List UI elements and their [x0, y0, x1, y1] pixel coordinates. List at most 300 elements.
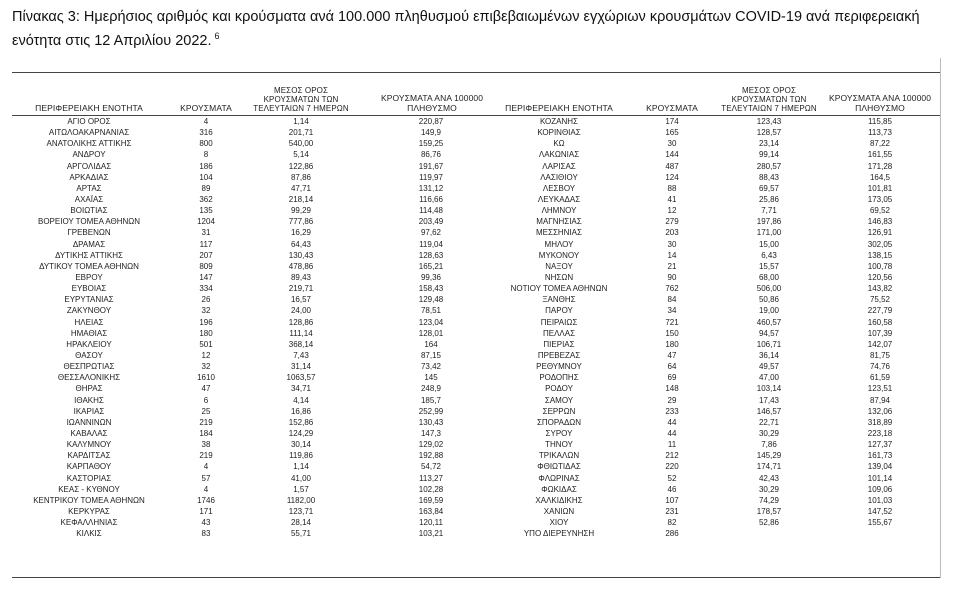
cell-region-right: ΛΑΡΙΣΑΣ: [542, 161, 576, 171]
cell-cases-left: 31: [201, 228, 211, 238]
cell-cases-left: 4: [203, 117, 209, 126]
cell-region-right: ΦΛΩΡΙΝΑΣ: [538, 473, 580, 483]
cell-cases-left: 104: [199, 172, 213, 182]
cell-per100k-left: 131,12: [418, 183, 444, 193]
cell-per100k-right: 75,52: [869, 295, 891, 305]
cell-region-left: ΚΑΡΔΙΤΣΑΣ: [67, 451, 111, 461]
cell-per100k-left: 102,28: [418, 484, 444, 494]
cell-cases-right: 174: [665, 117, 679, 126]
table-row: [12, 461, 940, 472]
cell-avg7-left: 5,14: [293, 150, 309, 160]
cell-cases-right: 44: [667, 417, 677, 427]
cell-per100k-right: 161,55: [867, 150, 893, 160]
cell-cases-left: 207: [199, 250, 213, 260]
cell-avg7-right: 36,14: [758, 350, 780, 360]
cell-per100k-left: 97,62: [420, 228, 442, 238]
table-row: [12, 406, 940, 417]
cell-per100k-right: 107,39: [867, 328, 893, 338]
header-region-right: ΠΕΡΙΦΕΡΕΙΑΚΗ ΕΝΟΤΗΤΑ: [505, 103, 613, 113]
cell-cases-left: 184: [199, 428, 213, 438]
cell-cases-right: 144: [665, 150, 679, 160]
cell-per100k-right: 74,76: [869, 362, 891, 372]
cell-region-left: ΚΙΛΚΙΣ: [76, 529, 102, 539]
table-row: [12, 350, 940, 361]
cell-per100k-left: 145: [424, 373, 438, 383]
cell-per100k-right: 223,18: [867, 428, 893, 438]
cell-per100k-right: 126,91: [867, 228, 893, 238]
cell-per100k-right: [825, 528, 935, 539]
cell-cases-right: 212: [665, 451, 679, 461]
cell-cases-right: 721: [665, 317, 679, 327]
cell-region-left: ΙΚΑΡΙΑΣ: [73, 406, 105, 416]
cell-per100k-left: 128,01: [418, 328, 444, 338]
cell-per100k-right: 61,59: [869, 373, 891, 383]
header-per100k-left: ΚΡΟΥΣΜΑΤΑ ΑΝΑ 100000 ΠΛΗΘΥΣΜΟ: [380, 93, 484, 113]
cell-avg7-right: 22,71: [758, 417, 780, 427]
cell-per100k-left: 129,48: [418, 295, 444, 305]
cell-per100k-right: 302,05: [867, 239, 893, 249]
table-header: [12, 88, 940, 115]
cell-per100k-right: 101,03: [867, 495, 893, 505]
cell-per100k-right: 142,07: [867, 339, 893, 349]
cell-region-right: ΡΟΔΟΠΗΣ: [539, 373, 579, 383]
cell-avg7-right: 74,29: [758, 495, 780, 505]
cell-avg7-left: 64,43: [290, 239, 312, 249]
cell-region-left: ΒΟΡΕΙΟΥ ΤΟΜΕΑ ΑΘΗΝΩΝ: [37, 217, 141, 227]
cell-cases-right: 21: [667, 261, 677, 271]
table-row: [12, 528, 940, 539]
cell-per100k-right: 87,22: [869, 139, 891, 149]
table-row: [12, 250, 940, 261]
cell-cases-left: 186: [199, 161, 213, 171]
cell-avg7-left: 123,71: [288, 506, 314, 516]
header-avg7-left: ΜΕΣΟΣ ΟΡΟΣ ΚΡΟΥΣΜΑΤΩΝ ΤΩΝ ΤΕΛΕΥΤΑΙΩΝ 7 ΗΜΕΡΩΝ: [253, 86, 349, 113]
cell-avg7-right: 52,86: [758, 518, 780, 528]
cell-avg7-left: 777,86: [288, 217, 314, 227]
cell-cases-right: 84: [667, 295, 677, 305]
cell-region-left: ΑΝΔΡΟΥ: [72, 150, 106, 160]
cell-cases-right: 52: [667, 473, 677, 483]
table-row: [12, 194, 940, 205]
cell-cases-right: 762: [665, 284, 679, 294]
cell-cases-right: 148: [665, 384, 679, 394]
cell-avg7-left: 218,14: [288, 194, 314, 204]
cell-cases-left: 25: [201, 406, 211, 416]
table-row: [12, 473, 940, 484]
cell-region-right: ΚΩ: [553, 139, 565, 149]
cell-region-right: ΝΗΣΩΝ: [544, 272, 574, 282]
cell-region-left: ΕΥΒΟΙΑΣ: [71, 284, 107, 294]
cell-avg7-right: 145,29: [756, 451, 782, 461]
cell-cases-left: 147: [199, 272, 213, 282]
cell-region-left: ΑΡΚΑΔΙΑΣ: [69, 172, 109, 182]
cell-avg7-left: 1063,57: [286, 373, 316, 383]
cell-region-right: ΚΟΡΙΝΘΙΑΣ: [537, 128, 581, 138]
cell-region-left: ΑΙΤΩΛΟΑΚΑΡΝΑΝΙΑΣ: [48, 128, 130, 138]
cell-per100k-left: 248,9: [420, 384, 442, 394]
cell-per100k-left: 149,9: [420, 128, 442, 138]
cell-cases-right: 29: [667, 395, 677, 405]
cell-region-left: ΚΑΛΥΜΝΟΥ: [66, 440, 112, 450]
table-row: [12, 439, 940, 450]
cell-per100k-left: 192,88: [418, 451, 444, 461]
cell-per100k-left: 165,21: [418, 261, 444, 271]
header-avg7-right: ΜΕΣΟΣ ΟΡΟΣ ΚΡΟΥΣΜΑΤΩΝ ΤΩΝ ΤΕΛΕΥΤΑΙΩΝ 7 ΗΜΕΡΩΝ: [721, 86, 817, 113]
cell-cases-left: 32: [201, 362, 211, 372]
cell-avg7-right: 50,86: [758, 295, 780, 305]
cell-avg7-right: 47,00: [758, 373, 780, 383]
cell-per100k-left: 220,87: [418, 117, 444, 126]
table-row: [12, 484, 940, 495]
cell-cases-right: 220: [665, 462, 679, 472]
cell-per100k-right: 100,78: [867, 261, 893, 271]
cell-per100k-left: 103,21: [418, 529, 444, 539]
cell-per100k-left: 113,27: [419, 473, 443, 483]
cell-region-left: ΚΕΑΣ - ΚΥΘΝΟΥ: [58, 484, 120, 494]
cell-avg7-left: 368,14: [288, 339, 314, 349]
cell-avg7-left: 16,57: [290, 295, 312, 305]
cell-region-right: ΚΟΖΑΝΗΣ: [539, 117, 579, 126]
cell-cases-left: 32: [201, 306, 211, 316]
cell-per100k-right: 127,37: [867, 440, 893, 450]
cell-avg7-right: 68,00: [758, 272, 780, 282]
cell-per100k-right: 171,28: [867, 161, 893, 171]
cell-avg7-left: 1,57: [293, 484, 309, 494]
cell-region-left: ΑΧΑΪΑΣ: [74, 194, 104, 204]
cell-avg7-right: 15,00: [758, 239, 780, 249]
cell-region-left: ΑΡΤΑΣ: [76, 183, 102, 193]
cell-cases-left: 47: [201, 384, 211, 394]
cell-region-right: ΠΕΙΡΑΙΩΣ: [540, 317, 578, 327]
cell-region-right: ΦΘΙΩΤΙΔΑΣ: [537, 462, 581, 472]
cell-avg7-right: 103,14: [756, 384, 782, 394]
cell-avg7-right: 25,86: [758, 194, 780, 204]
cell-region-right: ΡΟΔΟΥ: [545, 384, 573, 394]
table-row: [12, 395, 940, 406]
cell-per100k-left: 203,49: [418, 217, 444, 227]
table-row: [12, 361, 940, 372]
cell-avg7-left: 1,14: [293, 117, 309, 126]
cell-region-left: ΚΑΡΠΑΘΟΥ: [66, 462, 112, 472]
cell-avg7-right: [714, 528, 824, 539]
cell-per100k-left: 191,67: [418, 161, 444, 171]
table-bottom-rule: [12, 577, 940, 578]
cell-avg7-left: 16,86: [290, 406, 312, 416]
cell-cases-right: 150: [665, 328, 679, 338]
cell-cases-right: 34: [667, 306, 677, 316]
table-caption: [12, 8, 948, 51]
cell-avg7-left: 128,86: [288, 317, 314, 327]
cell-per100k-right: 132,06: [867, 406, 893, 416]
cell-avg7-right: 106,71: [756, 339, 782, 349]
table-row: [12, 417, 940, 428]
cell-per100k-right: 109,06: [867, 484, 893, 494]
cell-per100k-right: 101,14: [867, 473, 893, 483]
cell-avg7-right: 7,86: [761, 440, 777, 450]
cell-avg7-right: 178,57: [756, 506, 782, 516]
header-cases-left: ΚΡΟΥΣΜΑΤΑ: [180, 103, 232, 113]
cell-region-left: ΙΩΑΝΝΙΝΩΝ: [66, 417, 112, 427]
cell-avg7-left: 478,86: [288, 261, 314, 271]
cell-region-left: ΚΕΡΚΥΡΑΣ: [68, 506, 110, 516]
cell-region-left: ΚΕΝΤΡΙΚΟΥ ΤΟΜΕΑ ΑΘΗΝΩΝ: [33, 495, 145, 505]
table-row: [12, 294, 940, 305]
cell-per100k-left: 159,25: [418, 139, 444, 149]
cell-region-left: ΕΥΡΥΤΑΝΙΑΣ: [64, 295, 114, 305]
cell-cases-right: 165: [665, 128, 679, 138]
cell-region-left: ΔΥΤΙΚΟΥ ΤΟΜΕΑ ΑΘΗΝΩΝ: [39, 261, 139, 271]
cell-region-right: ΠΙΕΡΙΑΣ: [543, 339, 575, 349]
cell-region-left: ΑΓΙΟ ΟΡΟΣ: [67, 117, 111, 126]
cell-cases-left: 334: [199, 284, 213, 294]
cell-region-right: ΣΠΟΡΑΔΩΝ: [536, 417, 582, 427]
cell-per100k-left: 114,48: [419, 206, 443, 216]
cell-per100k-left: 163,84: [418, 506, 444, 516]
cell-region-right: ΧΙΟΥ: [549, 518, 569, 528]
cell-avg7-left: 540,00: [288, 139, 314, 149]
cell-cases-left: 1610: [197, 373, 215, 383]
cell-per100k-right: 138,15: [867, 250, 893, 260]
cell-per100k-left: 119,97: [419, 172, 443, 182]
cell-cases-right: 180: [665, 339, 679, 349]
header-region-left: ΠΕΡΙΦΕΡΕΙΑΚΗ ΕΝΟΤΗΤΑ: [35, 103, 143, 113]
cell-region-right: ΠΡΕΒΕΖΑΣ: [537, 350, 581, 360]
cell-avg7-right: 197,86: [756, 217, 782, 227]
cell-cases-right: 487: [665, 161, 679, 171]
cell-cases-left: 1746: [197, 495, 215, 505]
cell-cases-left: 4: [203, 462, 209, 472]
table-row: [12, 216, 940, 227]
table-top-rule: [12, 72, 940, 73]
cell-region-right: ΣΥΡΟΥ: [545, 428, 573, 438]
cell-region-right: ΝΟΤΙΟΥ ΤΟΜΕΑ ΑΘΗΝΩΝ: [510, 284, 608, 294]
cell-region-left: ΔΡΑΜΑΣ: [72, 239, 106, 249]
cell-avg7-right: 15,57: [758, 261, 780, 271]
cell-per100k-left: 120,11: [419, 518, 443, 528]
cell-avg7-right: 128,57: [756, 128, 782, 138]
cell-avg7-left: 24,00: [290, 306, 312, 316]
cell-avg7-left: 119,86: [289, 451, 313, 461]
cell-per100k-right: 164,5: [869, 172, 891, 182]
cell-per100k-left: 78,51: [420, 306, 442, 316]
cell-region-left: ΔΥΤΙΚΗΣ ΑΤΤΙΚΗΣ: [55, 250, 123, 260]
cell-per100k-right: 123,51: [867, 384, 893, 394]
cell-per100k-right: 318,89: [867, 417, 893, 427]
cell-cases-left: 26: [201, 295, 211, 305]
cell-cases-right: 11: [667, 440, 677, 450]
cell-per100k-left: 119,04: [419, 239, 443, 249]
cell-per100k-left: 128,63: [418, 250, 444, 260]
cell-avg7-right: 19,00: [758, 306, 780, 316]
table-row: [12, 283, 940, 294]
table-row: [12, 127, 940, 138]
cell-cases-left: 8: [203, 150, 209, 160]
cell-per100k-right: 227,79: [867, 306, 893, 316]
cell-cases-left: 4: [203, 484, 209, 494]
cell-region-right: ΣΑΜΟΥ: [544, 395, 574, 405]
cell-avg7-right: 49,57: [758, 362, 780, 372]
cell-per100k-left: 73,42: [420, 362, 442, 372]
table-row: [12, 205, 940, 216]
cell-per100k-left: 252,99: [418, 406, 444, 416]
cell-avg7-left: 28,14: [290, 518, 312, 528]
cell-cases-left: 43: [201, 518, 211, 528]
cell-avg7-left: 1,14: [293, 462, 309, 472]
cell-per100k-left: 87,15: [420, 350, 442, 360]
cell-avg7-left: 122,86: [288, 161, 314, 171]
cell-region-right: ΣΕΡΡΩΝ: [542, 406, 576, 416]
table-row: [12, 149, 940, 160]
cell-avg7-left: 111,14: [289, 328, 313, 338]
cell-avg7-left: 16,29: [290, 228, 312, 238]
cell-cases-right: 203: [665, 228, 679, 238]
cell-region-right: ΜΑΓΝΗΣΙΑΣ: [536, 217, 582, 227]
cell-per100k-right: 160,58: [867, 317, 893, 327]
cell-region-right: ΜΗΛΟΥ: [544, 239, 574, 249]
cell-cases-right: 286: [665, 529, 679, 539]
cell-avg7-right: 42,43: [758, 473, 780, 483]
cell-per100k-left: 130,43: [418, 417, 444, 427]
cell-cases-left: 196: [199, 317, 213, 327]
cell-avg7-right: 17,43: [758, 395, 780, 405]
cell-avg7-left: 47,71: [290, 183, 312, 193]
cell-region-right: ΛΕΥΚΑΔΑΣ: [537, 194, 581, 204]
cell-region-left: ΚΕΦΑΛΛΗΝΙΑΣ: [60, 518, 118, 528]
cell-per100k-left: 116,66: [419, 194, 443, 204]
cell-cases-right: 231: [665, 506, 679, 516]
cell-per100k-right: 161,73: [867, 451, 893, 461]
cell-avg7-right: 506,00: [756, 284, 782, 294]
cell-avg7-right: 171,00: [756, 228, 782, 238]
cell-cases-right: 90: [667, 272, 677, 282]
cell-avg7-right: 6,43: [761, 250, 777, 260]
table-row: [12, 272, 940, 283]
cell-avg7-left: 55,71: [290, 529, 312, 539]
table-row: [12, 450, 940, 461]
cell-cases-left: 12: [201, 350, 211, 360]
cell-avg7-left: 152,86: [288, 417, 314, 427]
cell-per100k-right: 115,85: [868, 117, 892, 126]
cell-per100k-right: 143,82: [867, 284, 893, 294]
caption-text: Πίνακας 3: Ημερήσιος αριθμός και κρούσματα ανά 100.000 πληθυσμού επιβεβαιωμένων εγχώριων κρουσμάτων COVID-19 ανά περιφερειακή ενότητα στις 12 Απριλίου 2022.: [12, 9, 920, 49]
cell-per100k-left: 185,7: [420, 395, 442, 405]
cell-region-right: ΧΑΛΚΙΔΙΚΗΣ: [535, 495, 583, 505]
cell-avg7-left: 1182,00: [286, 495, 316, 505]
table-row: [12, 172, 940, 183]
table-row: [12, 305, 940, 316]
cell-avg7-right: 69,57: [758, 183, 780, 193]
cell-region-right: ΛΑΚΩΝΙΑΣ: [538, 150, 580, 160]
cell-cases-right: 233: [665, 406, 679, 416]
cell-region-left: ΗΡΑΚΛΕΙΟΥ: [66, 339, 112, 349]
cell-region-right: ΠΑΡΟΥ: [545, 306, 573, 316]
table-row: [12, 339, 940, 350]
cell-per100k-right: 155,67: [867, 518, 893, 528]
cell-region-left: ΘΑΣΟΥ: [75, 350, 103, 360]
cell-per100k-left: 158,43: [418, 284, 444, 294]
cell-avg7-left: 41,00: [290, 473, 312, 483]
cell-cases-left: 316: [199, 128, 213, 138]
caption-footnote: 6: [214, 31, 220, 41]
cell-avg7-left: 34,71: [290, 384, 312, 394]
cell-cases-left: 800: [199, 139, 213, 149]
cell-region-left: ΓΡΕΒΕΝΩΝ: [67, 228, 111, 238]
cell-region-right: ΦΩΚΙΔΑΣ: [541, 484, 577, 494]
cell-per100k-right: 139,04: [867, 462, 893, 472]
cell-avg7-left: 124,29: [288, 428, 314, 438]
table-row: [12, 161, 940, 172]
cell-avg7-right: 30,29: [758, 484, 780, 494]
cell-avg7-right: 123,43: [756, 117, 782, 126]
cell-avg7-right: 94,57: [758, 328, 780, 338]
cell-cases-left: 57: [201, 473, 211, 483]
cell-cases-right: 14: [667, 250, 677, 260]
cell-region-right: ΤΡΙΚΑΛΩΝ: [538, 451, 580, 461]
cell-region-right: ΧΑΝΙΩΝ: [543, 506, 575, 516]
cell-per100k-right: 81,75: [869, 350, 891, 360]
cell-avg7-right: 174,71: [756, 462, 782, 472]
cell-avg7-left: 7,43: [293, 350, 309, 360]
cell-cases-left: 83: [201, 529, 211, 539]
cell-avg7-left: 4,14: [293, 395, 309, 405]
cell-cases-left: 809: [199, 261, 213, 271]
cell-cases-left: 38: [201, 440, 211, 450]
cell-per100k-left: 54,72: [420, 462, 442, 472]
cell-avg7-left: 30,14: [290, 440, 312, 450]
cell-per100k-right: 113,73: [868, 128, 892, 138]
table-body: [12, 116, 940, 539]
cell-region-left: ΒΟΙΩΤΙΑΣ: [70, 206, 108, 216]
table-row: [12, 495, 940, 506]
cell-cases-right: 41: [667, 194, 677, 204]
cell-avg7-left: 219,71: [288, 284, 314, 294]
cell-region-left: ΘΕΣΣΑΛΟΝΙΚΗΣ: [57, 373, 121, 383]
cell-region-left: ΚΑΣΤΟΡΙΑΣ: [66, 473, 112, 483]
cell-region-left: ΗΜΑΘΙΑΣ: [70, 328, 108, 338]
cell-avg7-left: 31,14: [290, 362, 312, 372]
cell-region-right: ΥΠΟ ΔΙΕΡΕΥΝΗΣΗ: [523, 529, 595, 539]
cell-region-left: ΙΘΑΚΗΣ: [74, 395, 104, 405]
table-row: [12, 383, 940, 394]
cell-cases-right: 107: [665, 495, 679, 505]
cell-per100k-left: 129,02: [418, 440, 444, 450]
cell-region-right: ΡΕΘΥΜΝΟΥ: [536, 362, 582, 372]
cell-cases-left: 171: [199, 506, 213, 516]
cell-avg7-right: 30,29: [758, 428, 780, 438]
cell-cases-right: 124: [665, 172, 679, 182]
table-row: [12, 183, 940, 194]
cell-avg7-right: 146,57: [756, 406, 782, 416]
cell-region-left: ΘΗΡΑΣ: [75, 384, 103, 394]
cell-region-left: ΚΑΒΑΛΑΣ: [70, 428, 108, 438]
cell-region-left: ΑΝΑΤΟΛΙΚΗΣ ΑΤΤΙΚΗΣ: [46, 139, 132, 149]
cell-cases-right: 47: [667, 350, 677, 360]
table-row: [12, 239, 940, 250]
cell-cases-left: 6: [203, 395, 209, 405]
cell-region-left: ΕΒΡΟΥ: [75, 272, 103, 282]
cell-per100k-left: 99,36: [420, 272, 442, 282]
cell-cases-right: 30: [667, 239, 677, 249]
cell-per100k-right: 147,52: [867, 506, 893, 516]
cell-per100k-right: 87,94: [869, 395, 891, 405]
cell-avg7-right: 23,14: [758, 139, 780, 149]
cell-region-right: ΠΕΛΛΑΣ: [542, 328, 576, 338]
cell-cases-left: 89: [201, 183, 211, 193]
cell-cases-left: 135: [199, 206, 213, 216]
cell-avg7-right: 99,14: [758, 150, 780, 160]
cell-cases-left: 117: [199, 239, 213, 249]
cell-cases-left: 501: [199, 339, 213, 349]
